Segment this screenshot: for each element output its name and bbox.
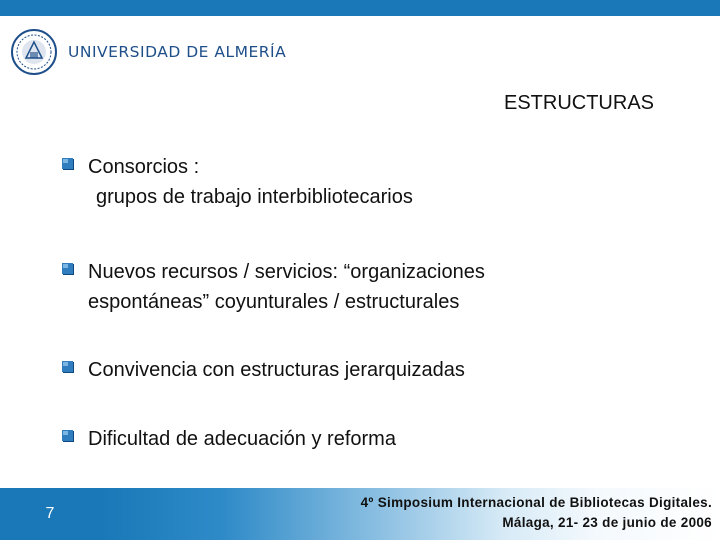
bullet-text-line: espontáneas” coyunturales / estructurales (88, 291, 460, 313)
footer (0, 488, 720, 540)
bullet-text-line: Consorcios : (88, 156, 200, 178)
slide-number: 7 (45, 505, 55, 522)
university-name: UNIVERSIDAD DE ALMERÍA (68, 43, 287, 61)
bullet-text-line: Nuevos recursos / servicios: “organizaciones (88, 261, 485, 283)
bullet-text-line: grupos de trabajo interbibliotecarios (96, 186, 413, 208)
square-bullet-icon (62, 430, 74, 442)
square-bullet-icon (62, 361, 74, 373)
list-item (62, 257, 485, 317)
list-item (62, 355, 465, 385)
bullet-text-line: Convivencia con estructuras jerarquizadas (88, 359, 465, 381)
slide-title: ESTRUCTURAS (503, 92, 654, 114)
footer-caption (100, 488, 720, 540)
event-location-date: Málaga, 21- 23 de junio de 2006 (502, 515, 712, 530)
square-bullet-icon (62, 263, 74, 275)
list-item (62, 424, 396, 454)
slide-number-box (0, 488, 100, 540)
event-name: 4º Simposium Internacional de Bibliotecas Digitales. (360, 495, 712, 510)
bullet-text-line: Dificultad de adecuación y reforma (88, 428, 396, 450)
list-item (62, 152, 413, 212)
square-bullet-icon (62, 158, 74, 170)
